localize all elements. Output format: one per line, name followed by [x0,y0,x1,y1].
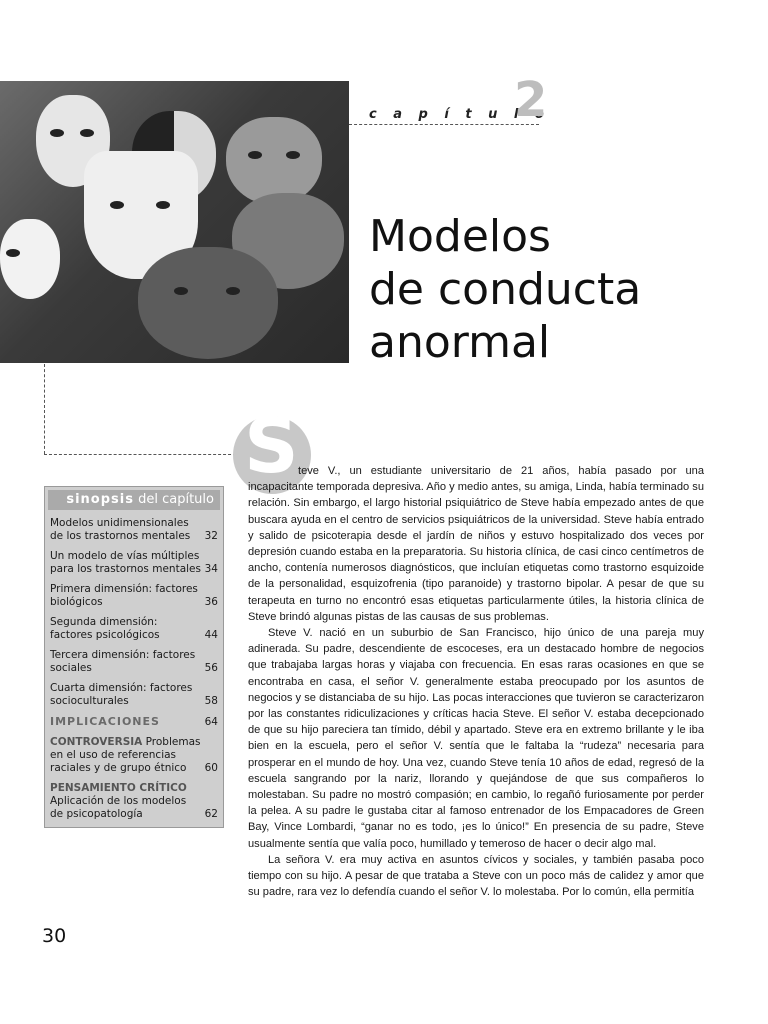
synopsis-heading-bold: sinopsis [66,492,134,507]
synopsis-item-page: 32 [204,530,218,542]
mask-shape [138,247,278,359]
synopsis-controversia [45,736,223,775]
synopsis-item [45,517,223,543]
controversia-label: CONTROVERSIA [50,736,143,748]
masks-photo [0,81,349,363]
synopsis-item [45,550,223,576]
dropcap-letter: S [244,401,299,490]
synopsis-item-page: 44 [204,629,218,641]
synopsis-implicaciones [45,715,223,729]
synopsis-item [45,649,223,675]
title-line: Modelos [369,211,551,262]
synopsis-heading [48,490,220,510]
synopsis-item-text: Tercera dimensión: factores sociales [50,649,196,674]
mask-shape [0,219,60,299]
synopsis-item [45,616,223,642]
title-line: de conducta [369,264,642,315]
synopsis-item-text: Modelos unidimensionales de los trastornos mentales [50,517,191,542]
synopsis-item-page: 58 [204,695,218,707]
synopsis-item [45,583,223,609]
synopsis-item-page: 62 [204,808,218,820]
body-text [248,463,704,900]
chapter-title [369,210,749,369]
connector-line [44,454,236,455]
page-number: 30 [42,925,67,947]
implicaciones-label: IMPLICACIONES [50,715,160,728]
controversia-text: Problemas en el uso de referencias raciales y de grupo étnico [50,736,201,774]
synopsis-item-page: 64 [204,716,218,728]
mask-shape [226,117,322,205]
paragraph: Steve V. nació en un suburbio de San Francisco, hijo único de una pareja muy adinerada. Su padre, descendiente de escoceses, era un destacado hombre de negocios que trabajaba largas horas y viajaba con frecuencia. En esas raras ocasiones en que se encontraba en casa, el señor V. generalmente estaba preocupado por los asuntos de negocios y se distanciaba de su hijo. Las pocas interacciones que tuvieron se caracterizaron por las constantes ridiculizaciones y críticas hacia Steve. El señor V. estaba decepcionado de que su hijo pareciera tan tímido, débil y apartado. Steve era en extremo brillante y le iba bien en la escuela, pero el señor V. sentía que le faltaba la “rudeza” necesaria para prosperar en el mundo de hoy. Una vez, cuando Steve tenía 10 años de edad, regresó de la escuela sangrando por la nariz, llorando y quejándose de que sus compañeros lo molestaban. Su padre no mostró compasión; en cambio, lo regañó furiosamente por perder la pelea. A su padre le gustaba citar al famoso entrenador de los Empacadores de Green Bay, Vince Lombardi, “ganar no es todo, ¡es lo único!” En presencia de su padre, Steve usualmente sentía que valía poco, humillado y temeroso de hacer o decir algo mal. [248,627,704,850]
chapter-synopsis-box [44,486,224,828]
connector-line [44,364,45,454]
synopsis-item-page: 56 [204,662,218,674]
synopsis-item-text: Cuarta dimensión: factores socioculturales [50,682,193,707]
synopsis-heading-rest: del capítulo [133,492,214,507]
paragraph: La señora V. era muy activa en asuntos cívicos y sociales, y también pasaba poco tiempo con su hijo. A pesar de que trataba a Steve con un poco más de calidez y amor que su padre, rara vez lo defendía cuando el señor V. lo molestaba. Por lo común, ella permitía [248,853,704,899]
chapter-label: c a p í t u l o [369,107,550,122]
synopsis-item-text: Primera dimensión: factores biológicos [50,583,198,608]
synopsis-item-page: 34 [204,563,218,575]
synopsis-pensamiento [45,782,223,821]
header-divider [349,124,539,125]
synopsis-item-text: Segunda dimensión: factores psicológicos [50,616,160,641]
pensamiento-label: PENSAMIENTO CRÍTICO [50,782,187,794]
synopsis-item-text: Un modelo de vías múltiples para los trastornos mentales [50,550,201,575]
synopsis-item [45,682,223,708]
title-line: anormal [369,317,551,368]
synopsis-item-page: 36 [204,596,218,608]
pensamiento-text: Aplicación de los modelos de psicopatología [50,795,187,820]
paragraph: teve V., un estudiante universitario de 21 años, había pasado por una incapacitante temporada depresiva. Año y medio antes, su amiga, Linda, había terminado su relación. Sin embargo, el largo historial psiquiátrico de Steve había empezado antes de que buscara ayuda en el centro de servicios psiquiátricos de la universidad. Steve había entrado y salido de psicoterapia desde el jardín de niños y estuvo hospitalizado dos veces por depresión cuando estaba en la preparatoria. Su historia clínica, de casi cinco centímetros de ancho, contenía numerosos diagnósticos, que incluían etiquetas como trastorno esquizoide de la personalidad, esquizofrenia (tipo paranoide) y trastorno bipolar. A pesar de que su terapeuta en turno no encontró esas etiquetas particularmente útiles, la historia clínica de Steve brindó algunas pistas de las causas de sus problemas. [248,465,704,623]
chapter-number: 2 [514,72,548,128]
synopsis-item-page: 60 [204,762,218,774]
